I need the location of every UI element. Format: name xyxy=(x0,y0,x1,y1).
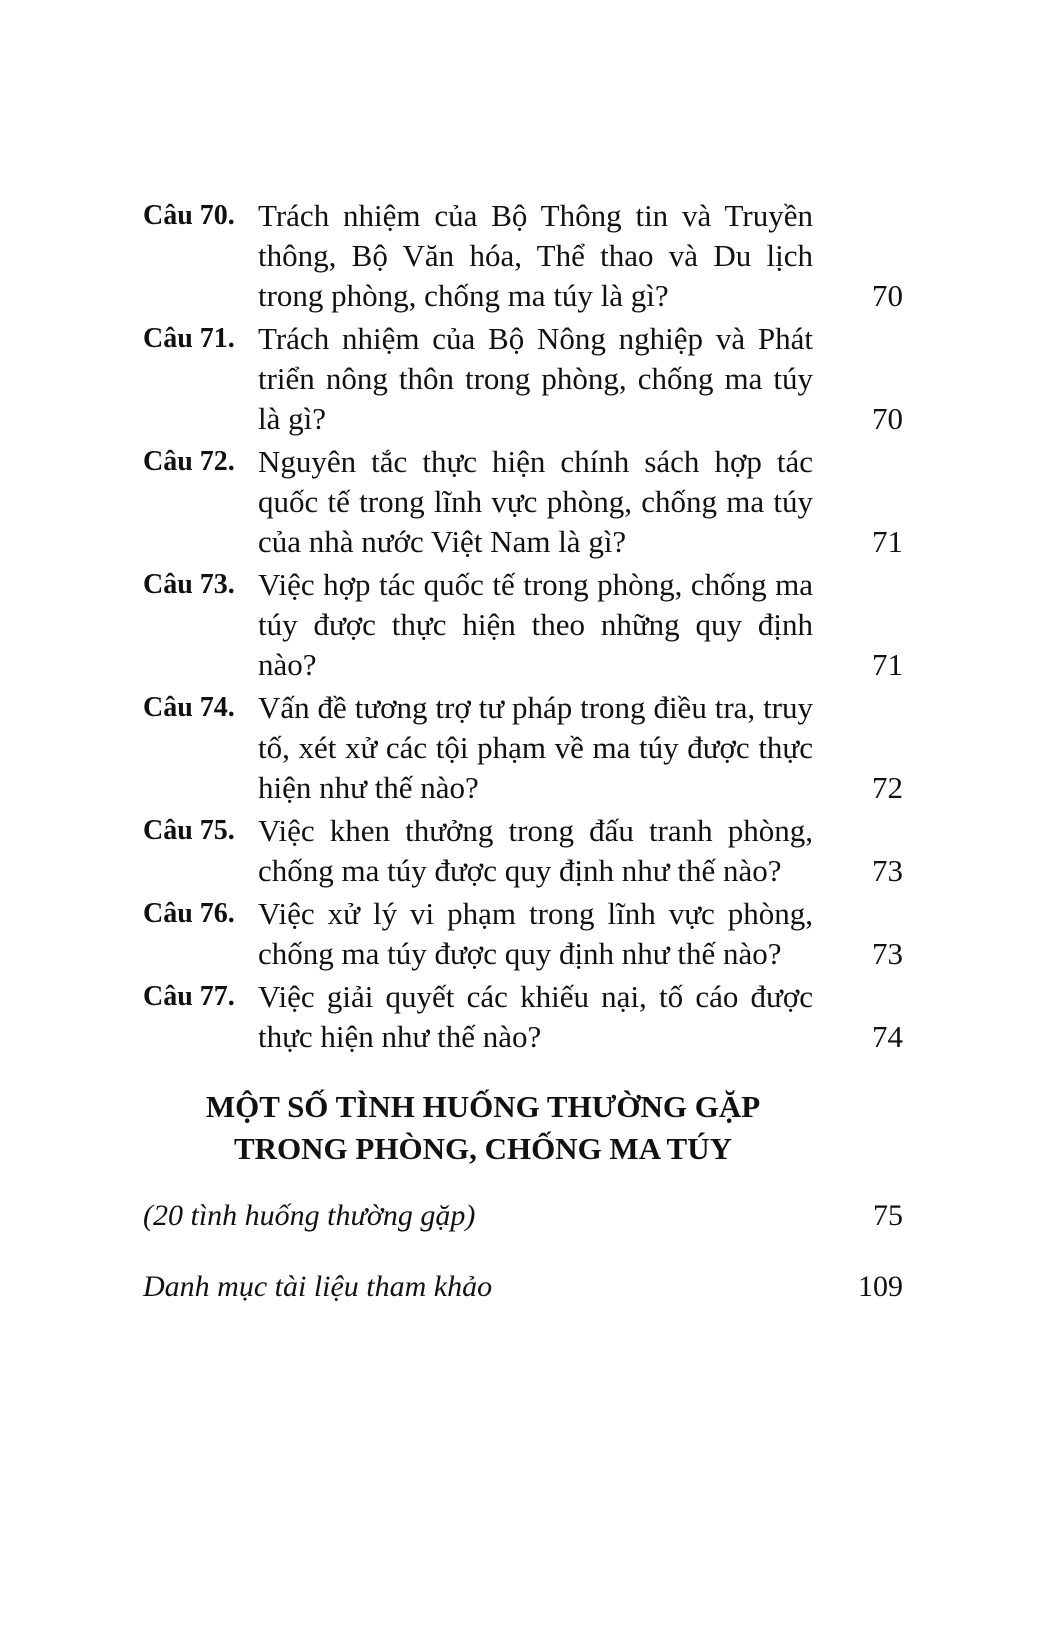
question-title: Nguyên tắc thực hiện chính sách hợp tác quốc tế trong lĩnh vực phòng, chống ma túy của nhà nước Việt Nam là gì? xyxy=(258,444,813,559)
question-number: Câu 76. xyxy=(143,898,235,929)
toc-entry-72 xyxy=(143,442,903,562)
page-number: 73 xyxy=(872,936,903,971)
question-number: Câu 72. xyxy=(143,446,235,477)
toc-entry-77 xyxy=(143,977,903,1057)
question-number: Câu 75. xyxy=(143,815,235,846)
question-number: Câu 77. xyxy=(143,981,235,1012)
question-title: Trách nhiệm của Bộ Nông nghiệp và Phát triển nông thôn trong phòng, chống ma túy là gì? xyxy=(258,321,813,436)
page-number: 71 xyxy=(872,524,903,559)
question-number: Câu 74. xyxy=(143,692,235,723)
section-heading-line-1: MỘT SỐ TÌNH HUỐNG THƯỜNG GẶP xyxy=(205,1089,761,1124)
toc-list xyxy=(143,196,903,1060)
section-heading xyxy=(143,1086,823,1170)
page-number: 70 xyxy=(872,401,903,436)
page-number: 73 xyxy=(872,853,903,888)
question-title: Việc khen thưởng trong đấu tranh phòng, chống ma túy được quy định như thế nào? xyxy=(258,813,813,888)
toc-entry-75 xyxy=(143,811,903,891)
question-title: Việc hợp tác quốc tế trong phòng, chống ma túy được thực hiện theo những quy định nào? xyxy=(258,567,813,682)
page-number: 71 xyxy=(872,647,903,682)
page-number: 75 xyxy=(873,1199,903,1232)
question-title: Việc giải quyết các khiếu nại, tố cáo được thực hiện như thế nào? xyxy=(258,979,813,1054)
question-title: Trách nhiệm của Bộ Thông tin và Truyền thông, Bộ Văn hóa, Thể thao và Du lịch trong phòng, chống ma túy là gì? xyxy=(258,198,813,313)
page-number: 109 xyxy=(858,1270,903,1303)
section-heading-line-2: TRONG PHÒNG, CHỐNG MA TÚY xyxy=(233,1131,733,1166)
page-number: 74 xyxy=(872,1019,903,1054)
question-title: Vấn đề tương trợ tư pháp trong điều tra, truy tố, xét xử các tội phạm về ma túy được thực hiện như thế nào? xyxy=(258,690,813,805)
toc-entry-73 xyxy=(143,565,903,685)
question-number: Câu 73. xyxy=(143,569,235,600)
toc-entry-situations xyxy=(143,1196,903,1236)
toc-entry-70 xyxy=(143,196,903,316)
toc-entry-74 xyxy=(143,688,903,808)
toc-entry-71 xyxy=(143,319,903,439)
question-title: Việc xử lý vi phạm trong lĩnh vực phòng, chống ma túy được quy định như thế nào? xyxy=(258,896,813,971)
toc-entry-76 xyxy=(143,894,903,974)
question-number: Câu 71. xyxy=(143,323,235,354)
situations-label: (20 tình huống thường gặp) xyxy=(143,1199,476,1232)
page-number: 72 xyxy=(872,770,903,805)
references-label: Danh mục tài liệu tham khảo xyxy=(143,1270,493,1303)
question-number: Câu 70. xyxy=(143,200,235,231)
toc-entry-references xyxy=(143,1267,903,1307)
page-number: 70 xyxy=(872,278,903,313)
